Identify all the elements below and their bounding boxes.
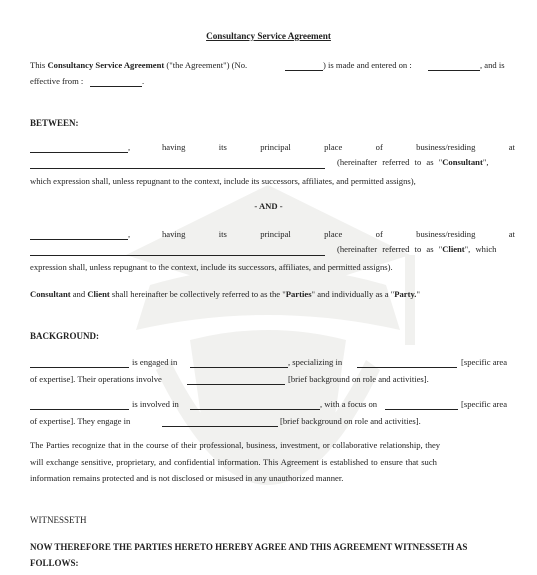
bg2-involved-label: is involved in xyxy=(132,399,179,409)
effective-date-blank[interactable] xyxy=(90,86,142,87)
bg1-engaged-label: is engaged in xyxy=(132,357,178,367)
intro-line-1: This Consultancy Service Agreement ("the Agreement") (No. xyxy=(30,60,248,70)
bg2-party-blank[interactable] xyxy=(30,409,129,410)
recognition-line-1: The Parties recognize that in the course of their professional, business, investment, or collaborative relationship, they xyxy=(30,440,441,450)
bg1-brief-background: [brief background on role and activities]. xyxy=(288,374,429,384)
recognition-line-2: will exchange sensitive, proprietary, and confidential information. This Agreement is established to ensure that such xyxy=(30,457,437,467)
bg1-specializing-label: , specializing in xyxy=(288,357,343,367)
background-heading: BACKGROUND: xyxy=(30,331,99,341)
now-therefore-line-1: NOW THEREFORE THE PARTIES HERETO HEREBY AGREE AND THIS AGREEMENT WITNESSETH AS xyxy=(30,542,468,552)
consultant-address-blank[interactable] xyxy=(30,168,325,169)
party2-expression: expression shall, unless repugnant to the context, include its successors, affiliates, and permitted assigns). xyxy=(30,262,393,272)
witnesseth-heading: WITNESSETH xyxy=(30,515,87,525)
consultant-name-comma: , xyxy=(128,142,131,152)
bg1-field-blank[interactable] xyxy=(190,367,288,368)
bg1-specific-area: [specific area xyxy=(461,357,508,367)
bg2-engage-blank[interactable] xyxy=(162,426,278,427)
entered-date-blank[interactable] xyxy=(428,70,480,71)
bg1-party-blank[interactable] xyxy=(30,367,129,368)
bg1-specialty-blank[interactable] xyxy=(357,367,457,368)
party2-description: having its principal place of business/residing at xyxy=(162,229,515,239)
client-name-comma: , xyxy=(128,229,131,239)
party2-hereinafter: (hereinafter referred to as "Client", which xyxy=(337,244,497,254)
intro-line-1c: , and is xyxy=(480,60,505,70)
now-therefore-line-2: FOLLOWS: xyxy=(30,558,79,568)
agreement-number-blank[interactable] xyxy=(285,70,323,71)
bg1-operations-blank[interactable] xyxy=(187,384,285,385)
party1-description: having its principal place of business/residing at xyxy=(162,142,515,152)
consultant-name-blank[interactable] xyxy=(30,152,128,153)
between-heading: BETWEEN: xyxy=(30,118,79,128)
document-title: Consultancy Service Agreement xyxy=(206,31,331,41)
bg2-specific-area: [specific area xyxy=(461,399,508,409)
bg1-operations-label: of expertise]. Their operations involve xyxy=(30,374,162,384)
bg2-focus-blank[interactable] xyxy=(385,409,458,410)
client-address-blank[interactable] xyxy=(30,255,325,256)
bg2-field-blank[interactable] xyxy=(190,409,320,410)
party1-hereinafter: (hereinafter referred to as "Consultant", xyxy=(337,157,489,167)
parties-definition: Consultant and Client shall hereinafter be collectively referred to as the "Parties" and individually as a "Party." xyxy=(30,289,420,299)
effective-from-period: . xyxy=(142,76,145,86)
effective-from-label: effective from : xyxy=(30,76,84,86)
intro-line-1b: ) is made and entered on : xyxy=(323,60,412,70)
client-name-blank[interactable] xyxy=(30,239,128,240)
bg2-engage-label: of expertise]. They engage in xyxy=(30,416,131,426)
recognition-line-3: information remains protected and is not disclosed or misused in any unauthorized manner. xyxy=(30,473,344,483)
party1-expression: which expression shall, unless repugnant to the context, include its successors, affiliates, and permitted assigns), xyxy=(30,176,416,186)
and-separator: - AND - xyxy=(254,201,283,211)
bg2-focus-label: , with a focus on xyxy=(320,399,378,409)
bg2-brief-background: [brief background on role and activities]. xyxy=(280,416,421,426)
